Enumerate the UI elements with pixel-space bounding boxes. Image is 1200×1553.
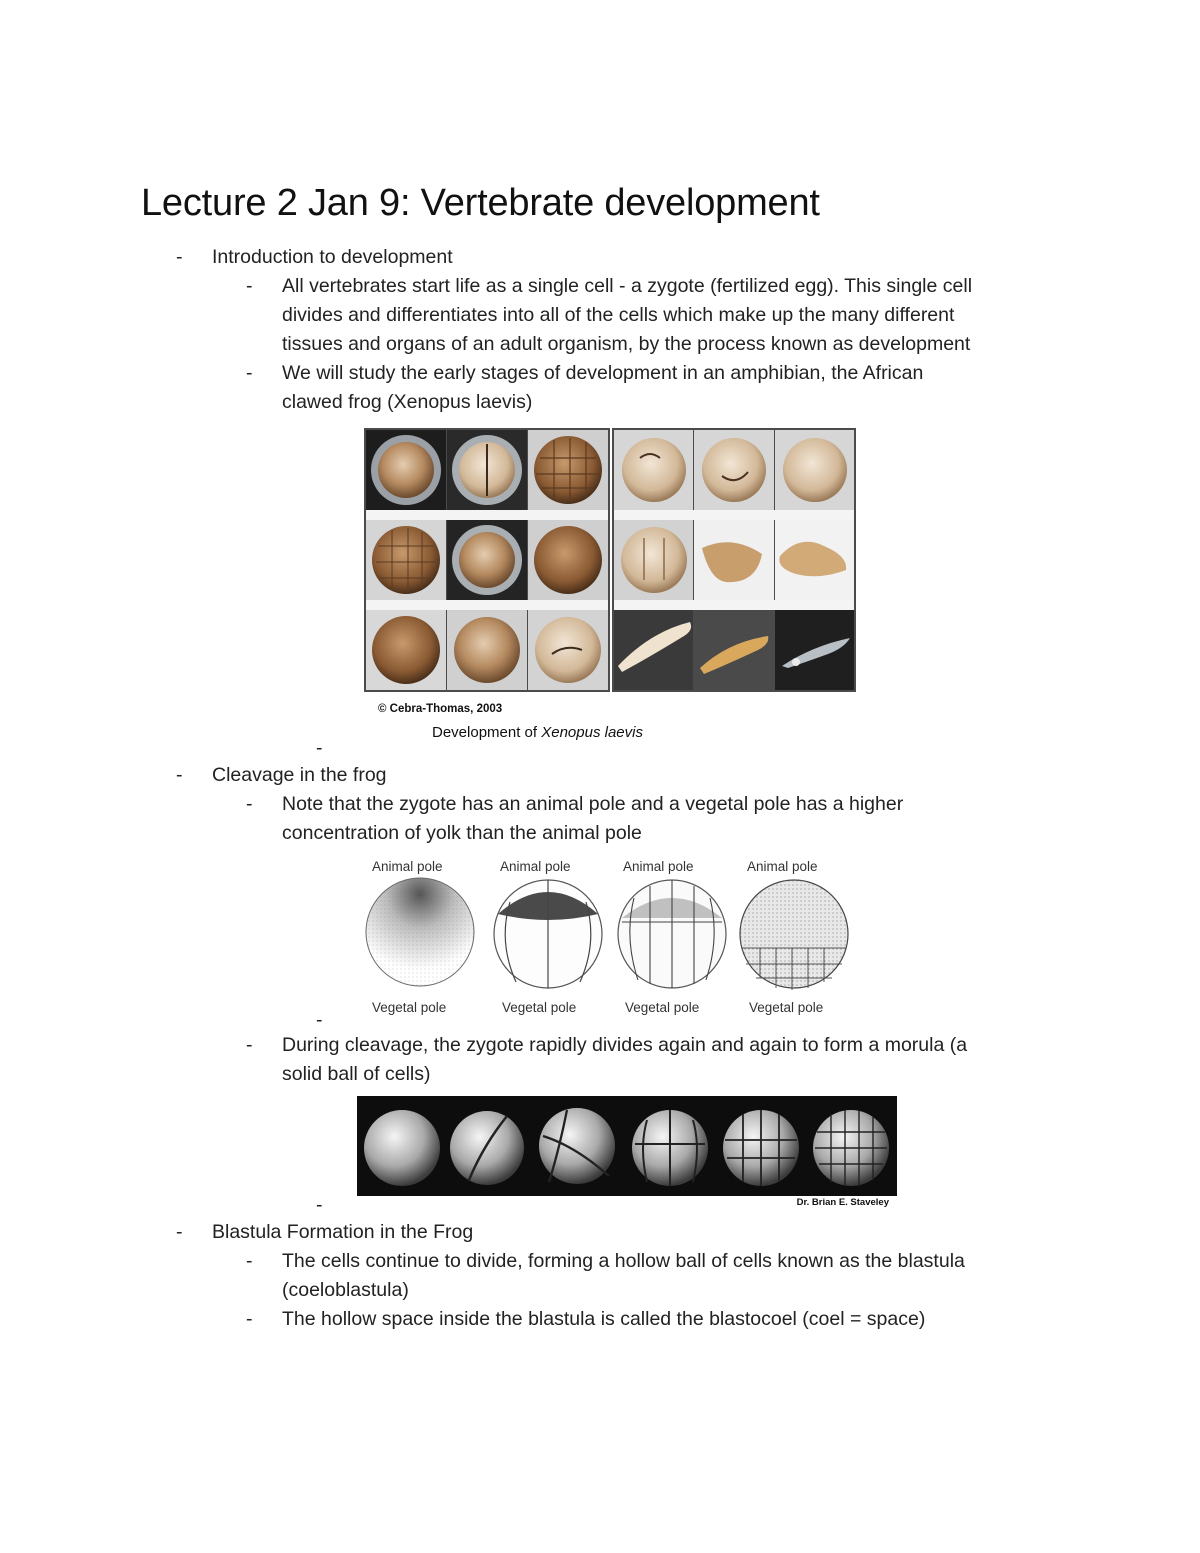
image-bullet-dash: -	[316, 737, 323, 759]
four-cell-stage	[539, 1108, 615, 1184]
animal-pole-label: Animal pole	[372, 859, 443, 874]
section-heading-blastula: Blastula Formation in the Frog	[212, 1221, 474, 1243]
bullet-dash: -	[246, 1308, 253, 1330]
right-photo-grid	[612, 428, 856, 692]
bullet-dash: -	[246, 793, 253, 815]
left-photo-grid	[364, 428, 610, 692]
image-bullet-dash: -	[316, 1009, 323, 1031]
figure-credit: Dr. Brian E. Staveley	[796, 1197, 889, 1208]
image-bullet-dash: -	[316, 1194, 323, 1216]
figure-copyright: © Cebra-Thomas, 2003	[378, 703, 503, 715]
bullet-text-line: clawed frog (Xenopus laevis)	[282, 391, 533, 413]
bullet-text-line: (coeloblastula)	[282, 1279, 409, 1301]
bullet-text-line: Note that the zygote has an animal pole and a vegetal pole has a higher	[282, 793, 904, 815]
figure-caption-prefix: Development of	[432, 724, 542, 741]
one-cell-stage	[364, 1110, 440, 1186]
animal-pole-label: Animal pole	[623, 859, 694, 874]
bullet-text-line: concentration of yolk than the animal pole	[282, 822, 642, 844]
four-cell-drawing	[494, 880, 602, 988]
vegetal-pole-label: Vegetal pole	[625, 1000, 700, 1015]
cleavage-poles-figure	[360, 852, 850, 1018]
bullet-text-line: tissues and organs of an adult organism, by the process known as development	[282, 333, 971, 355]
sixteen-cell-stage	[723, 1110, 799, 1186]
section-heading-cleavage: Cleavage in the frog	[212, 764, 387, 786]
morula-stage	[813, 1110, 889, 1186]
morula-drawing	[740, 880, 848, 990]
two-cell-stage	[450, 1111, 524, 1185]
bullet-dash: -	[246, 1034, 253, 1056]
page-title: Lecture 2 Jan 9: Vertebrate development	[141, 182, 820, 224]
bullet-text-line: We will study the early stages of development in an amphibian, the African	[282, 362, 924, 384]
zygote-drawing	[366, 878, 474, 986]
bullet-dash: -	[176, 1221, 183, 1243]
bullet-text-line: All vertebrates start life as a single cell - a zygote (fertilized egg). This single cell	[282, 275, 973, 297]
eight-cell-stage	[632, 1110, 708, 1186]
vegetal-pole-label: Vegetal pole	[372, 1000, 447, 1015]
animal-pole-label: Animal pole	[500, 859, 571, 874]
bullet-dash: -	[176, 764, 183, 786]
cleavage-sequence-figure	[357, 1096, 897, 1208]
bullet-text-line: The cells continue to divide, forming a hollow ball of cells known as the blastula	[282, 1250, 965, 1272]
bullet-dash: -	[246, 362, 253, 384]
xenopus-development-figure	[364, 428, 856, 746]
animal-pole-label: Animal pole	[747, 859, 818, 874]
bullet-text-line: The hollow space inside the blastula is called the blastocoel (coel = space)	[282, 1308, 926, 1330]
bullet-dash: -	[246, 275, 253, 297]
bullet-text-line: During cleavage, the zygote rapidly divides again and again to form a morula (a	[282, 1034, 968, 1056]
section-heading-introduction: Introduction to development	[212, 246, 453, 268]
figure-caption	[432, 724, 643, 741]
vegetal-pole-label: Vegetal pole	[749, 1000, 824, 1015]
bullet-text-line: solid ball of cells)	[282, 1063, 431, 1085]
eight-cell-drawing	[618, 880, 726, 988]
bullet-dash: -	[246, 1250, 253, 1272]
bullet-dash: -	[176, 246, 183, 268]
bullet-text-line: divides and differentiates into all of the cells which make up the many different	[282, 304, 955, 326]
figure-caption-species: Xenopus laevis	[541, 724, 643, 741]
vegetal-pole-label: Vegetal pole	[502, 1000, 577, 1015]
